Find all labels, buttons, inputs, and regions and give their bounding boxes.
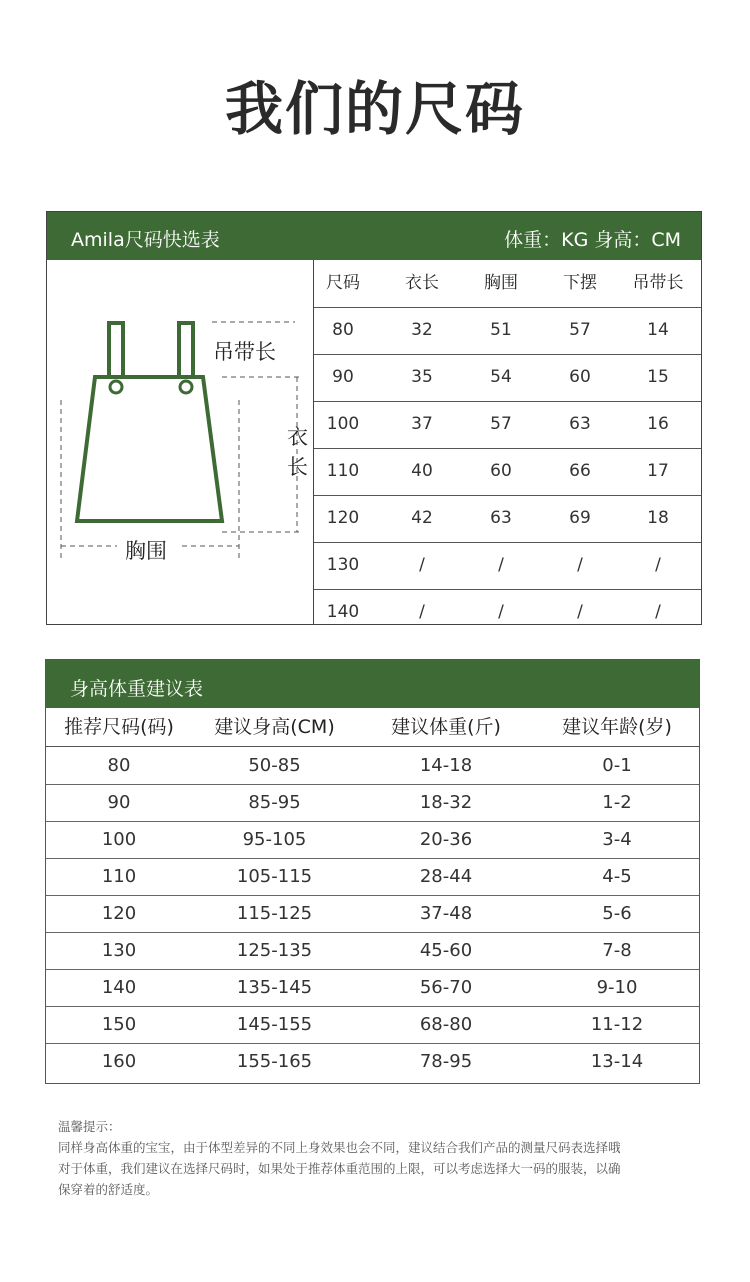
table-cell: 17 [647, 461, 669, 481]
table-row [46, 1043, 699, 1080]
table-cell: / [577, 555, 583, 575]
height-weight-table-header [46, 660, 699, 708]
table-cell: / [498, 555, 504, 575]
table-cell: 80 [332, 320, 354, 340]
table-cell: 0-1 [602, 755, 632, 776]
table-cell: 14-18 [419, 755, 473, 776]
table-cell: 60 [569, 367, 591, 387]
table-cell: 140 [101, 977, 137, 998]
table-cell: 125-135 [236, 940, 313, 961]
table-cell: 1-2 [602, 792, 632, 813]
table-cell: 37 [411, 414, 433, 434]
table-cell: 56-70 [419, 977, 473, 998]
table-cell: 120 [326, 508, 360, 528]
table-cell: / [419, 555, 425, 575]
tips-line: 保穿着的舒适度。 [58, 1182, 159, 1197]
tips-section [58, 1116, 708, 1200]
table-cell: 18 [647, 508, 669, 528]
table-cell: 140 [326, 602, 360, 622]
table-cell: 9-10 [596, 977, 638, 998]
garment-diagram [47, 260, 314, 624]
table-cell: 68-80 [419, 1014, 473, 1035]
strap-length-label: 吊带长 [213, 340, 276, 364]
table-cell: 95-105 [242, 829, 307, 850]
tips-heading: 温馨提示： [58, 1119, 121, 1134]
table-row [314, 495, 701, 543]
table-row [46, 1006, 699, 1044]
table-cell: 7-8 [602, 940, 632, 961]
table-cell: 50-85 [248, 755, 301, 776]
table-cell: 37-48 [419, 903, 473, 924]
column-header: 尺码 [326, 273, 360, 293]
units-label: 体重：KG 身高：CM [504, 229, 681, 251]
table-cell: 105-115 [236, 866, 313, 887]
table-cell: / [655, 555, 661, 575]
table-cell: 14 [647, 320, 669, 340]
size-measure-grid [314, 260, 701, 624]
table-cell: / [577, 602, 583, 622]
table-cell: 11-12 [590, 1014, 644, 1035]
table-cell: 130 [326, 555, 360, 575]
table-cell: 90 [332, 367, 354, 387]
table-cell: / [655, 602, 661, 622]
table-cell: 18-32 [419, 792, 473, 813]
column-header: 建议身高(CM) [214, 716, 335, 738]
chest-label: 胸围 [125, 539, 167, 563]
column-header: 胸围 [484, 273, 518, 293]
table-cell: 80 [107, 755, 131, 776]
table-cell: 110 [101, 866, 137, 887]
table-cell: 100 [101, 829, 137, 850]
height-weight-table [45, 659, 700, 1084]
table-cell: 42 [411, 508, 433, 528]
page-title: 我们的尺码 [224, 75, 525, 143]
column-header: 建议体重(斤) [391, 716, 501, 738]
table-cell: 63 [569, 414, 591, 434]
table-cell: 100 [326, 414, 360, 434]
table-cell: 54 [490, 367, 512, 387]
table-cell: 160 [101, 1051, 137, 1072]
size-quick-table-header [47, 212, 701, 260]
table-cell: 15 [647, 367, 669, 387]
table-cell: 90 [107, 792, 131, 813]
height-weight-table-title: 身高体重建议表 [70, 678, 204, 700]
table-row [314, 448, 701, 496]
table-cell: 135-145 [236, 977, 313, 998]
column-header: 下摆 [563, 273, 597, 293]
length-label-1: 衣 [287, 425, 308, 449]
tips-line: 同样身高体重的宝宝，由于体型差异的不同上身效果也会不同，建议结合我们产品的测量尺码表选择哦 [58, 1140, 621, 1155]
table-cell: 45-60 [419, 940, 473, 961]
table-cell: 150 [101, 1014, 137, 1035]
table-row [46, 821, 699, 859]
table-cell: 3-4 [602, 829, 632, 850]
table-row [46, 932, 699, 970]
table-cell: 155-165 [236, 1051, 313, 1072]
table-cell: 85-95 [248, 792, 301, 813]
table-row [314, 589, 701, 636]
column-header: 吊带长 [632, 273, 684, 293]
table-cell: 28-44 [419, 866, 473, 887]
table-cell: 13-14 [590, 1051, 644, 1072]
table-header-row [46, 708, 699, 747]
table-cell: 63 [490, 508, 512, 528]
table-cell: / [498, 602, 504, 622]
column-header: 推荐尺码(码) [64, 716, 174, 738]
table-cell: 35 [411, 367, 433, 387]
table-cell: 4-5 [602, 866, 632, 887]
table-row [46, 895, 699, 933]
table-cell: 145-155 [236, 1014, 313, 1035]
table-cell: / [419, 602, 425, 622]
table-cell: 60 [490, 461, 512, 481]
table-cell: 69 [569, 508, 591, 528]
dress-outline-icon [47, 260, 313, 624]
table-cell: 16 [647, 414, 669, 434]
table-cell: 20-36 [419, 829, 473, 850]
table-row [46, 784, 699, 822]
table-row [314, 307, 701, 355]
table-cell: 40 [411, 461, 433, 481]
table-cell: 110 [326, 461, 360, 481]
table-row [314, 401, 701, 449]
table-cell: 66 [569, 461, 591, 481]
column-header: 衣长 [405, 273, 439, 293]
table-row [46, 858, 699, 896]
table-row [46, 969, 699, 1007]
table-row [314, 354, 701, 402]
table-cell: 5-6 [602, 903, 632, 924]
table-header-row [314, 260, 701, 308]
table-cell: 57 [490, 414, 512, 434]
tips-line: 对于体重，我们建议在选择尺码时，如果处于推荐体重范围的上限，可以考虑选择大一码的服装，以确 [58, 1161, 621, 1176]
table-cell: 32 [411, 320, 433, 340]
table-row [46, 747, 699, 785]
table-cell: 51 [490, 320, 512, 340]
table-cell: 120 [101, 903, 137, 924]
size-quick-table-title: Amila尺码快选表 [71, 229, 220, 251]
size-quick-table [46, 211, 702, 625]
table-cell: 57 [569, 320, 591, 340]
table-cell: 78-95 [419, 1051, 473, 1072]
table-row [314, 542, 701, 590]
table-cell: 130 [101, 940, 137, 961]
column-header: 建议年龄(岁) [562, 716, 672, 738]
table-cell: 115-125 [236, 903, 313, 924]
length-label-2: 长 [287, 455, 308, 479]
